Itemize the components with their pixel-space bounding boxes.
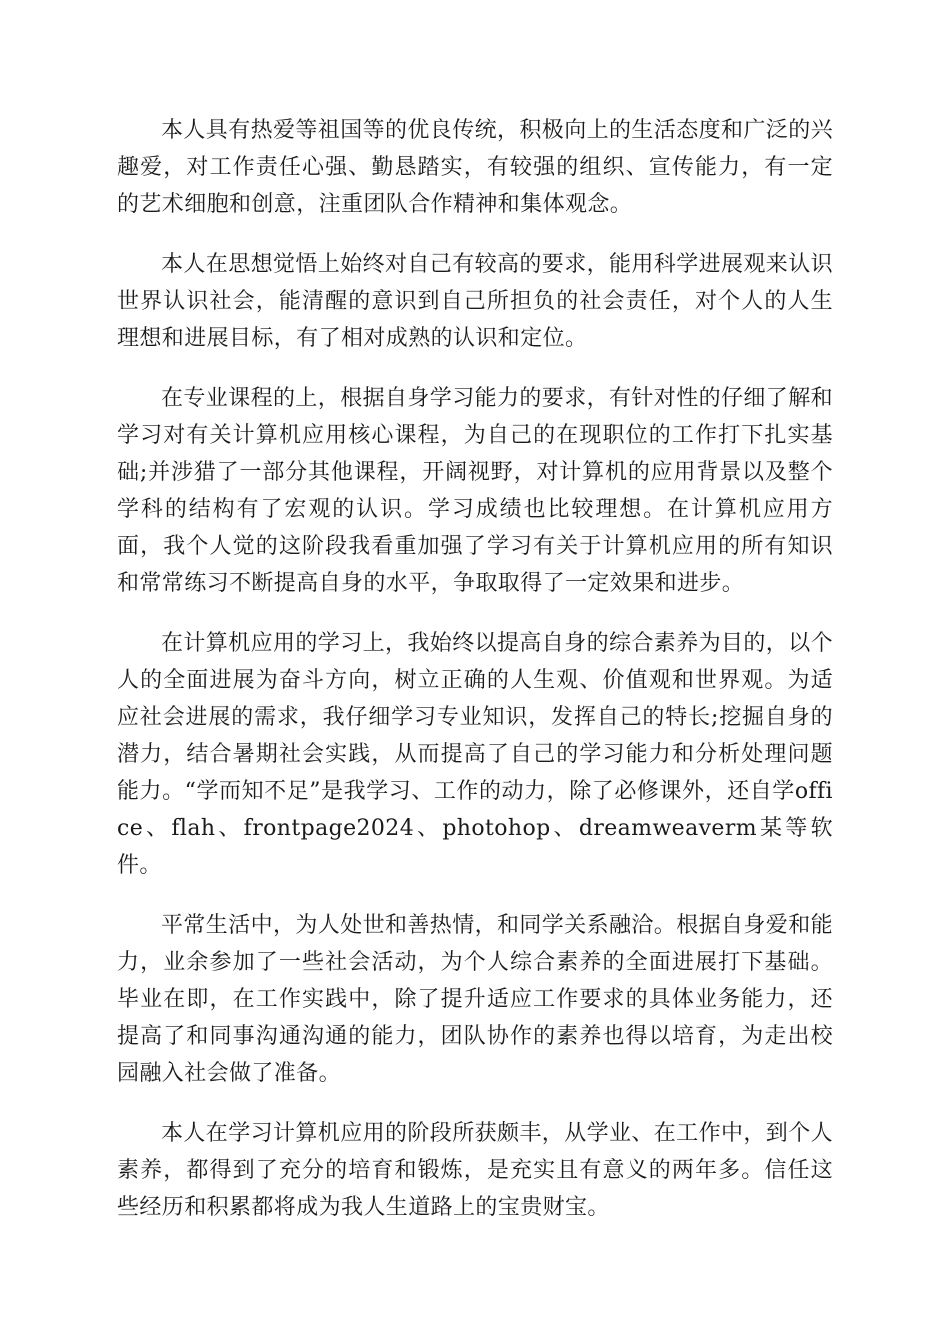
paragraph-5: 平常生活中，为人处世和善热情，和同学关系融洽。根据自身爱和能力，业余参加了一些社会活动，为个人综合素养的全面进展打下基础。毕业在即，在工作实践中，除了提升适应工作要求的具体业务能力，还提高了和同事沟通沟通的能力，团队协作的素养也得以培育，为走出校园融入社会做了准备。 — [117, 913, 834, 1086]
paragraph-1: 本人具有热爱等祖国等的优良传统，积极向上的生活态度和广泛的兴趣爱，对工作责任心强、勤恳踏实，有较强的组织、宣传能力，有一定的艺术细胞和创意，注重团队合作精神和集体观念。 — [117, 118, 834, 217]
paragraph-3: 在专业课程的上，根据自身学习能力的要求，有针对性的仔细了解和学习对有关计算机应用核心课程，为自己的在现职位的工作打下扎实基础;并涉猎了一部分其他课程，开阔视野，对计算机的应用背景以及整个学科的结构有了宏观的认识。学习成绩也比较理想。在计算机应用方面，我个人觉的这阶段我看重加强了学习有关于计算机应用的所有知识和常常练习不断提高自身的水平，争取取得了一定效果和进步。 — [117, 386, 834, 596]
paragraph-2: 本人在思想觉悟上始终对自己有较高的要求，能用科学进展观来认识世界认识社会，能清醒的意识到自己所担负的社会责任，对个人的人生理想和进展目标，有了相对成熟的认识和定位。 — [117, 252, 834, 351]
paragraph-6: 本人在学习计算机应用的阶段所获颇丰，从学业、在工作中，到个人素养，都得到了充分的培育和锻炼，是充实且有意义的两年多。信任这些经历和积累都将成为我人生道路上的宝贵财宝。 — [117, 1121, 834, 1220]
paragraph-4: 在计算机应用的学习上，我始终以提高自身的综合素养为目的，以个人的全面进展为奋斗方向，树立正确的人生观、价值观和世界观。为适应社会进展的需求，我仔细学习专业知识，发挥自己的特长;挖掘自身的潜力，结合暑期社会实践，从而提高了自己的学习能力和分析处理问题能力。“学而知不足”是我学习、工作的动力，除了必修课外，还自学office、flah、frontpage2024、photohop、dreamweaverm某等软件。 — [117, 631, 834, 878]
document-body — [117, 112, 833, 1249]
